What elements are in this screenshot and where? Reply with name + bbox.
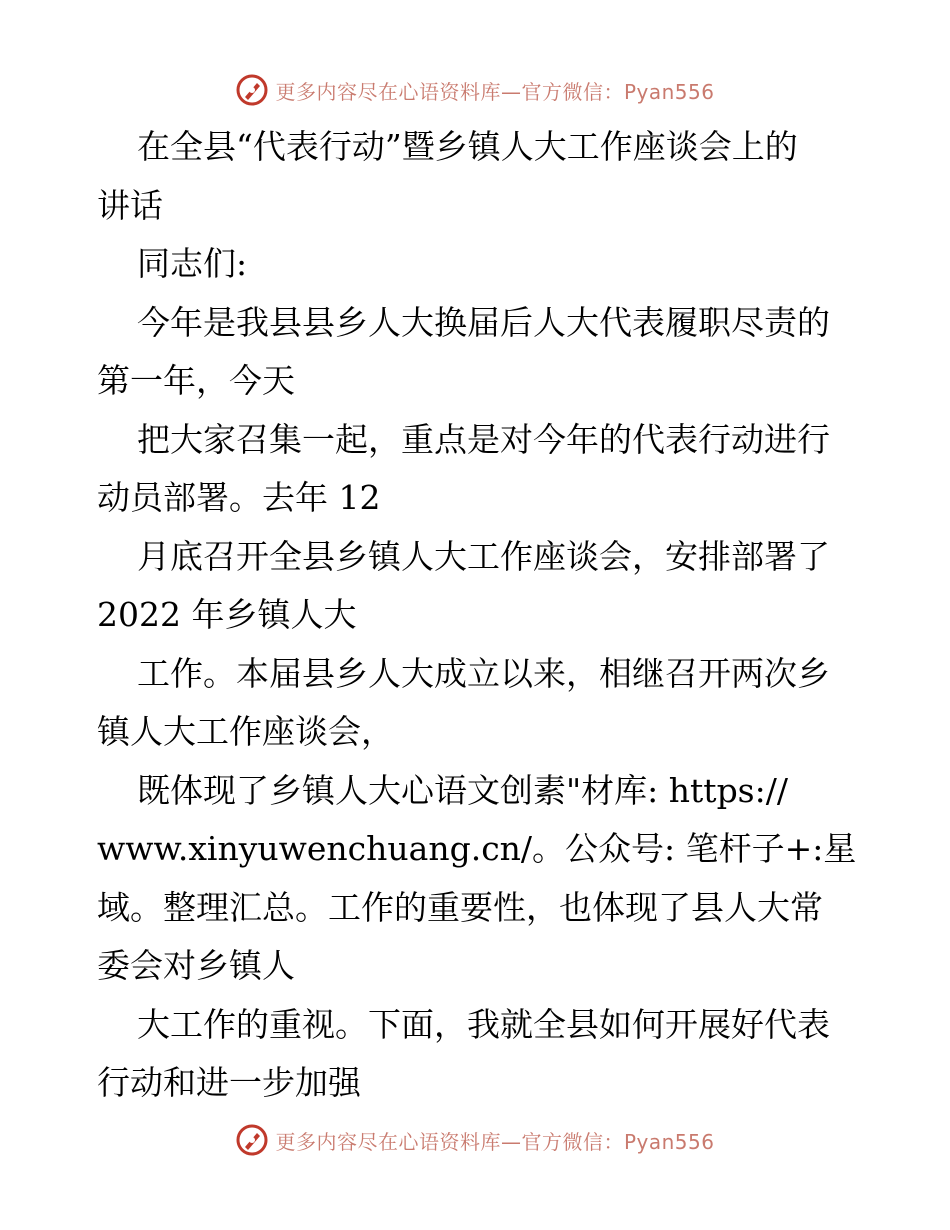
text-line: 域。整理汇总。工作的重要性，也体现了县人大常	[97, 887, 823, 927]
footer-watermark	[0, 1120, 950, 1160]
text-line: 讲话	[97, 185, 163, 225]
text-line: 同志们:	[137, 244, 248, 283]
text-line: 行动和进一步加强	[97, 1063, 361, 1102]
text-line: www.xinyuwenchuang.cn/。公众号: 笔杆子+:星	[97, 829, 857, 868]
text-line: 把大家召集一起，重点是对今年的代表行动进行	[137, 419, 830, 459]
text-line: 第一年，今天	[97, 361, 295, 400]
document-body	[97, 118, 857, 1113]
text-line: 委会对乡镇人	[97, 946, 295, 985]
text-line: 在全县“代表行动”暨乡镇人大工作座谈会上的	[137, 127, 798, 166]
text-line: 今年是我县县乡人大换届后人大代表履职尽责的	[137, 302, 830, 342]
watermark-text: 更多内容尽在心语资料库—官方微信：Pyan556	[275, 1129, 715, 1154]
text-line: 既体现了乡镇人大心语文创素"材库: https://	[137, 770, 788, 810]
text-line: 工作。本届县乡人大成立以来，相继召开两次乡	[137, 653, 830, 693]
text-line: 大工作的重视。下面，我就全县如何开展好代表	[137, 1004, 830, 1044]
text-line: 月底召开全县乡镇人大工作座谈会，安排部署了	[137, 536, 830, 576]
pen-seal-logo-icon	[235, 73, 269, 107]
watermark-text: 更多内容尽在心语资料库—官方微信：Pyan556	[275, 79, 715, 104]
text-line: 动员部署。去年 12	[97, 478, 381, 517]
text-line: 2022 年乡镇人大	[97, 595, 357, 634]
pen-seal-logo-icon	[235, 1123, 269, 1157]
text-line: 镇人大工作座谈会，	[97, 712, 394, 751]
header-watermark	[0, 70, 950, 110]
